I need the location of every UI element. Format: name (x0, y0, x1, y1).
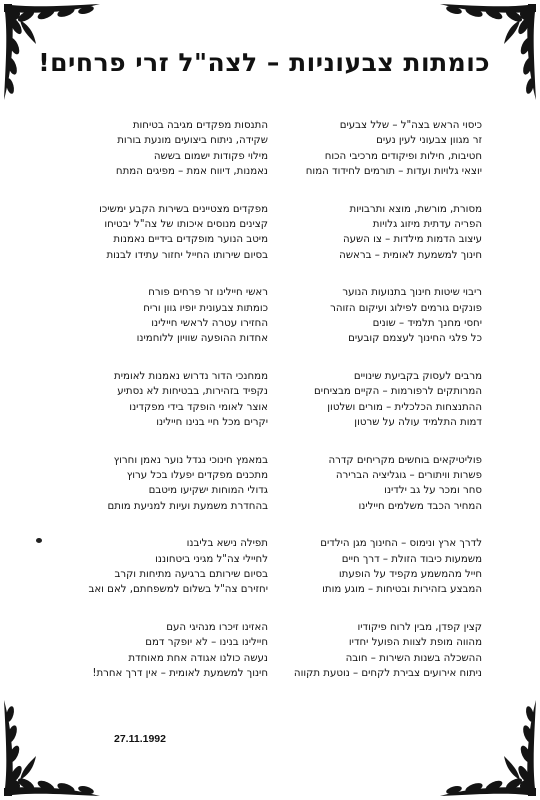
poem-line: נאמנות, דיווח אמת – מפיגים המתח (115, 166, 268, 178)
poem-line: דמות התלמיד עולה על שרטון (354, 417, 482, 429)
poem-line: ההשכלה בשנות השירות – חובה (345, 652, 482, 664)
stanza (282, 620, 482, 682)
poem-line: מתכנים מפקדים יפעלו בכל ערוץ (126, 469, 268, 481)
poem-line: בהחדרת משמעת ועיות למניעת מותם (107, 500, 268, 512)
poem-line: קצינים מנוסים איכותו של צה"ל יבטיחו (104, 219, 268, 231)
poem-line: כיסוי הראש בצה"ל – שלל צבעים (339, 120, 482, 131)
poem-line: יוצאי גלויות ועדות – תורמים לחידוד המוח (305, 166, 482, 178)
ink-speck (36, 538, 42, 543)
poem-line: נקפיד בזהירות, בבטיחות לא נסתיע (117, 386, 268, 398)
poem-line: זר מגוון צבעוני לעין נעים (376, 135, 482, 147)
poem-line: לדרך ארץ ונימוס – החינוך מגן הילדים (320, 538, 482, 550)
poem-column-left (68, 118, 268, 703)
poem-line: יקרים מכל חיי בנינו חיילינו (156, 417, 268, 429)
poem-line: האזינו זיכרו מנהיגי העם (166, 621, 268, 633)
stanza (68, 202, 268, 264)
poem-line: חינוך למשמעת לאומית – אין דרך אחרת! (92, 667, 268, 679)
poem-line: פוליטיקאים בוחשים מקריחים קדרה (328, 454, 482, 466)
poem-line: מרבים לעסוק בקביעת שינויים (353, 370, 482, 382)
poem-line: חיילינו בנינו – לא יופקר דמם (145, 637, 268, 649)
poem-line: אוצר לאומי הופקד בידי מפקדינו (129, 401, 268, 413)
poem-line: שקידה, ניתוח ביצועים מונעת בורות (117, 135, 268, 147)
poem-line: חינוך למשמעת לאומית – בראשה (339, 249, 482, 261)
poem-line: ריבוי שיטות חינוך בתנועות הנוער (342, 287, 482, 299)
poem-line: מיטב הנוער מופקדים בידיים נאמנות (113, 234, 268, 246)
poem-line: לחיילי צה"ל מגיני ביטחוננו (155, 553, 268, 565)
poem-line: כומתות צבעונית יופיו גוון וריח (143, 302, 268, 314)
poem-line: בסיום שירותם ברגיעה מתיחות וקרב (114, 568, 268, 580)
poem-title: כומתות צבעוניות – לצה"ל זרי פרחים! (38, 48, 490, 77)
stanza (68, 536, 268, 598)
poem-line: יחזירם צה"ל בשלום למשפחתם, לאם ואב (88, 584, 268, 596)
poem-line: במאמץ חינוכי נגדל נוער נאמן וחרוץ (113, 454, 268, 466)
poem-line: ההתנצחות הכלכלית – מורים ושלטון (327, 401, 482, 413)
poem-line: המרותקים לרפורמות – הקיים מבציחים (314, 386, 482, 398)
poem-line: נעשה כולנו אגודה אחת מאוחדת (128, 652, 268, 664)
stanza (68, 369, 268, 431)
poem-line: התנסות מפקדים מגיבה בטיחות (132, 120, 268, 131)
poem-line: חטיבות, חילות ופיקודים מרכיבי הכוח (324, 150, 482, 162)
stanza (68, 453, 268, 515)
poem-line: קצין קפדן, מבין לרוח פיקודיו (357, 621, 482, 633)
poem-date: 27.11.1992 (114, 733, 166, 745)
poem-line: פונקים גורמים לפילוג ועיקום הזוהר (330, 302, 482, 314)
poem-line: חייל מהמשמע מקפיד על הופעתו (338, 568, 482, 580)
stanza (282, 285, 482, 347)
poem-line: כל פלגי החינוך לעצמם קובעים (348, 333, 482, 345)
poem-column-right (282, 118, 482, 703)
stanza (68, 620, 268, 682)
poem-line: ראשי חיילינו זר פרחים פורח (148, 287, 268, 299)
poem-line: מהווה מופת לצוות הפועל יחדיו (348, 637, 482, 649)
poem-line: משמעות כיבוד הזולת – דרך חיים (341, 553, 482, 565)
stanza (282, 118, 482, 180)
stanza (282, 202, 482, 264)
poem-line: גדולי המוחות ישקיעו מיטבם (148, 485, 268, 497)
poem-line: עיצוב הדמות מילדות – צו השעה (342, 234, 482, 246)
poem-line: ממחנכי הדור נדרוש נאמנות לאומית (114, 370, 268, 382)
poem-line: יחסי מחנך תלמיד – שונים (372, 318, 482, 330)
poem-line: תפילה נישא בליבנו (186, 538, 268, 550)
poem-line: מסורת, מורשת, מוצא ותרבויות (349, 203, 482, 215)
stanza (68, 285, 268, 347)
poem-body (68, 118, 482, 708)
poem-line: הפריה עדתית מיזוג גלויות (372, 219, 482, 231)
poem-line: המחיר הכבד משלמים חיילינו (358, 500, 482, 512)
stanza (282, 536, 482, 598)
poem-line: אחדות ההופעה שוויון ללוחמינו (136, 333, 268, 345)
poem-line: סחר ומכר על גב ילדינו (384, 485, 482, 497)
stanza (282, 453, 482, 515)
poem-line: פשרות וויתורים – גוגליציה הברירה (335, 469, 482, 481)
poem-line: בסיום שירותו החייל יחזור עתידו לבנות (106, 249, 268, 261)
poem-line: החזירו עטרה לראשי חיילינו (151, 318, 268, 330)
poem-line: מפקדים מצטיינים בשירות הקבע ימשיכו (99, 203, 268, 215)
poem-line: המבצע בזהירות ובטיחות – מוגע מותו (322, 584, 482, 596)
stanza (282, 369, 482, 431)
poem-line: ניתוח אירועים צבירת לקחים – נוטעת תקווה (293, 667, 482, 679)
poem-line: מילוי פקודות ישמום בששה (153, 150, 268, 162)
stanza (68, 118, 268, 180)
